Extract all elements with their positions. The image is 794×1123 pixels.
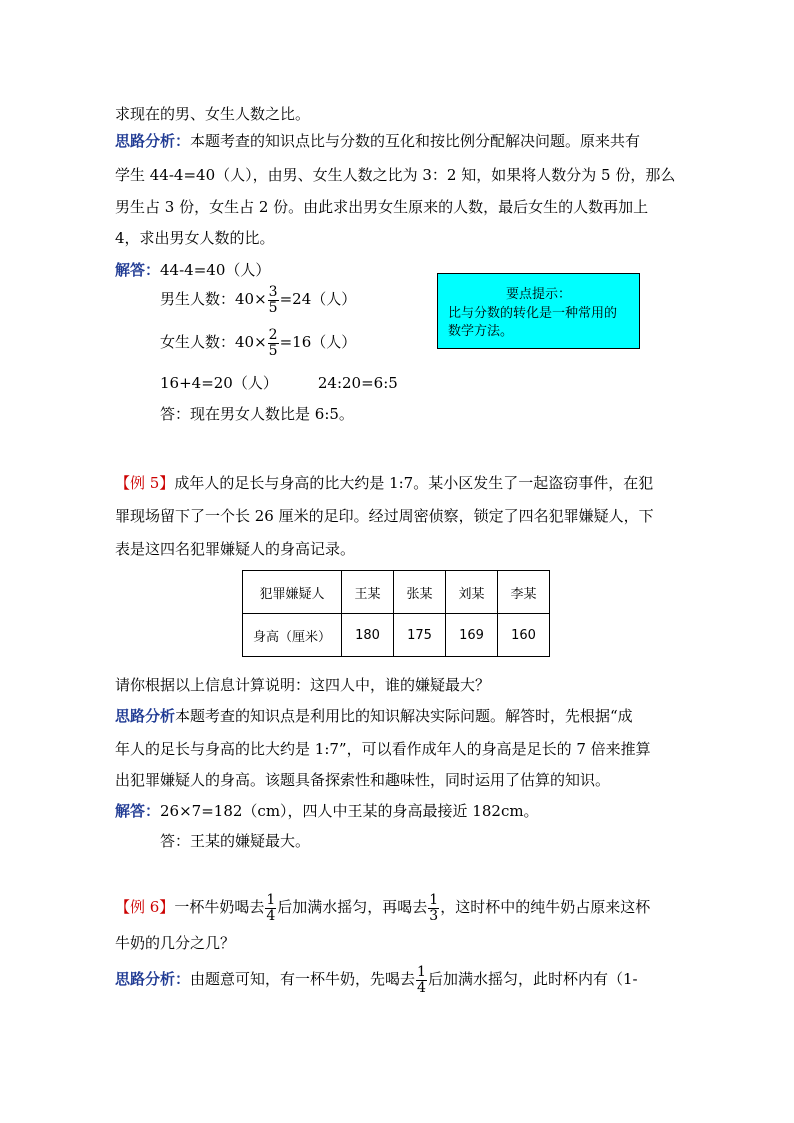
example-tag: 【例 6】 [115,898,175,916]
fraction [416,965,427,996]
example-text: 一杯牛奶喝去 [174,898,265,916]
fraction [428,893,439,924]
table-row [243,571,550,614]
table-cell: 张某 [394,571,446,614]
table-cell: 175 [394,614,446,657]
fraction-denominator: 4 [417,979,426,996]
answer-line [115,260,270,280]
table-cell: 180 [342,614,394,657]
analysis-label: 思路分析： [115,132,191,150]
example-text: 成年人的足长与身高的比大约是 1:7。某小区发生了一起盗窃事件，在犯 [174,474,654,492]
answer-text: 44-4=40（人） [160,261,271,279]
boys-calc-line [160,283,356,316]
fraction-numerator: 1 [429,891,439,908]
fraction-numerator: 1 [266,891,276,908]
fraction-denominator: 5 [268,342,278,359]
fraction-numerator: 3 [268,283,278,300]
table-cell: 刘某 [446,571,498,614]
fraction-denominator: 3 [429,907,439,924]
table-cell: 犯罪嫌疑人 [243,571,342,614]
boys-post: =24（人） [279,290,357,308]
analysis-paragraph-line [115,131,640,151]
boys-pre: 男生人数：40× [160,290,267,308]
table-cell: 160 [498,614,550,657]
answer-conclusion: 答：现在男女人数比是 6:5。 [160,405,354,423]
analysis-line: 男生占 3 份，女生占 2 份。由此求出男女生原来的人数，最后女生的人数再加上 [115,198,649,216]
girls-calc-line [160,326,356,359]
answer-conclusion: 答：王某的嫌疑最大。 [160,832,311,850]
answer-label: 解答： [115,261,161,279]
analysis-text: 本题考查的知识点比与分数的互化和按比例分配解决问题。原来共有 [190,132,641,150]
girls-post: =16（人） [279,333,357,351]
fraction-denominator: 4 [266,907,276,924]
answer-calc-a: 16+4=20（人） [160,374,278,392]
analysis-paragraph-line [115,706,633,726]
answer-line [115,801,539,821]
answer-label: 解答： [115,802,161,820]
girls-pre: 女生人数：40× [160,333,267,351]
answer-line [160,373,398,393]
analysis-label: 思路分析 [115,707,176,725]
table-cell: 169 [446,614,498,657]
table-row [243,614,550,657]
table-cell: 王某 [342,571,394,614]
analysis-line: 年人的足长与身高的比大约是 1:7”，可以看作成年人的身高是足长的 7 倍来推算 [115,740,651,758]
analysis-text: 后加满水摇匀，此时杯内有（1- [427,970,638,988]
example-line: 罪现场留下了一个长 26 厘米的足印。经过周密侦察，锁定了四名犯罪嫌疑人，下 [115,507,654,525]
analysis-line: 出犯罪嫌疑人的身高。该题具备探索性和趣味性，同时运用了估算的知识。 [115,771,611,789]
table-cell: 身高（厘米） [243,614,342,657]
tip-title: 要点提示： [505,287,571,302]
fraction [268,328,279,359]
fraction-numerator: 2 [268,326,278,343]
example-text: 后加满水摇匀，再喝去 [277,898,428,916]
fraction-numerator: 1 [417,963,426,980]
example-text: ，这时杯中的纯牛奶占原来这杯 [440,898,651,916]
tip-line: 数学方法。 [448,324,514,339]
tip-line: 比与分数的转化是一种常用的 [448,306,618,321]
suspect-height-table [242,570,550,657]
analysis-paragraph-line [115,962,638,996]
analysis-text: 由题意可知，有一杯牛奶，先喝去 [190,970,416,988]
example-line: 牛奶的几分之几？ [115,934,236,952]
analysis-line: 学生 44-4=40（人），由男、女生人数之比为 3：2 知，如果将人数分为 5 份，那么 [115,166,676,184]
table-cell: 李某 [498,571,550,614]
fraction-denominator: 5 [268,299,278,316]
example-line [115,473,653,493]
example-line: 表是这四名犯罪嫌疑人的身高记录。 [115,540,356,558]
fraction [268,285,279,316]
analysis-text: 本题考查的知识点是利用比的知识解决实际问题。解答时，先根据“成 [175,707,633,725]
example-tag: 【例 5】 [115,474,175,492]
analysis-line: 4，求出男女人数的比。 [115,229,275,247]
answer-calc-b: 24:20=6:5 [317,374,398,392]
answer-text: 26×7=182（cm），四人中王某的身高最接近 182cm。 [160,802,539,820]
text-line: 求现在的男、女生人数之比。 [115,105,311,123]
example-line [115,890,650,924]
fraction [265,893,276,924]
question-line: 请你根据以上信息计算说明：这四人中，谁的嫌疑最大？ [115,676,491,694]
tip-box [437,273,640,349]
analysis-label: 思路分析： [115,970,191,988]
